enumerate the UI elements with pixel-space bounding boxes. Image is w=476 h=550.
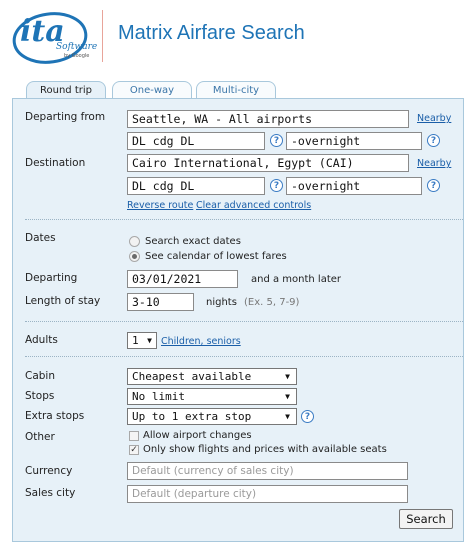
tab-one-way[interactable]: One-way <box>112 81 192 98</box>
ita-software-logo <box>12 8 102 66</box>
departing-routing-codes-input[interactable]: DL cdg DL <box>127 132 265 150</box>
departing-from-input[interactable]: Seattle, WA - All airports <box>127 110 409 128</box>
tab-round-trip[interactable]: Round trip <box>26 81 106 99</box>
dates-label: Dates <box>25 232 56 244</box>
search-button[interactable]: Search <box>399 509 453 529</box>
chevron-down-icon: ▼ <box>285 412 290 421</box>
search-exact-dates-radio[interactable] <box>129 236 140 247</box>
only-available-seats-label: Only show flights and prices with available seats <box>143 444 387 455</box>
extra-stops-help-icon[interactable]: ? <box>301 410 314 423</box>
section-divider <box>25 219 463 220</box>
adults-label: Adults <box>25 334 58 346</box>
destination-routing-codes-input[interactable]: DL cdg DL <box>127 177 265 195</box>
reverse-route-link[interactable]: Reverse route <box>127 200 194 211</box>
departing-date-suffix: and a month later <box>251 274 342 285</box>
logo-subtext: Software <box>56 42 98 52</box>
logo-text: ita <box>20 14 65 49</box>
stops-label: Stops <box>25 390 55 402</box>
cabin-select[interactable] <box>127 368 297 385</box>
chevron-down-icon: ▼ <box>285 392 290 401</box>
length-of-stay-hint: (Ex. 5, 7-9) <box>244 297 300 308</box>
calendar-lowest-fares-label: See calendar of lowest fares <box>145 251 287 262</box>
extension-help-icon[interactable]: ? <box>427 179 440 192</box>
sales-city-input[interactable]: Default (departure city) <box>127 485 408 503</box>
extra-stops-select-value: Up to 1 extra stop <box>132 410 252 423</box>
destination-nearby-link[interactable]: Nearby <box>417 158 452 169</box>
destination-extension-codes-input[interactable]: -overnight <box>286 177 422 195</box>
calendar-lowest-fares-radio[interactable] <box>129 251 140 262</box>
allow-airport-changes-label: Allow airport changes <box>143 430 252 441</box>
departing-date-input[interactable]: 03/01/2021 <box>127 270 238 288</box>
other-label: Other <box>25 431 55 443</box>
stops-select-value: No limit <box>132 390 185 403</box>
chevron-down-icon: ▼ <box>147 336 152 345</box>
currency-input[interactable]: Default (currency of sales city) <box>127 462 408 480</box>
extension-help-icon[interactable]: ? <box>427 134 440 147</box>
stops-select[interactable] <box>127 388 297 405</box>
logo-by-google: by Google <box>64 53 90 59</box>
length-of-stay-unit: nights <box>206 297 237 308</box>
page-title: Matrix Airfare Search <box>118 22 305 44</box>
header-divider <box>102 10 103 62</box>
departing-date-label: Departing <box>25 272 78 284</box>
clear-advanced-controls-link[interactable]: Clear advanced controls <box>196 200 312 211</box>
extra-stops-select[interactable] <box>127 408 297 425</box>
section-divider <box>25 321 463 322</box>
sales-city-label: Sales city <box>25 487 76 499</box>
section-divider <box>25 356 463 357</box>
departing-extension-codes-input[interactable]: -overnight <box>286 132 422 150</box>
cabin-select-value: Cheapest available <box>132 370 252 383</box>
currency-label: Currency <box>25 465 73 477</box>
children-seniors-link[interactable]: Children, seniors <box>161 336 241 347</box>
search-exact-dates-label: Search exact dates <box>145 236 241 247</box>
length-of-stay-label: Length of stay <box>25 295 101 307</box>
departing-from-label: Departing from <box>25 111 106 123</box>
tab-multi-city[interactable]: Multi-city <box>196 81 276 98</box>
chevron-down-icon: ▼ <box>285 372 290 381</box>
destination-input[interactable]: Cairo International, Egypt (CAI) <box>127 154 409 172</box>
cabin-label: Cabin <box>25 370 56 382</box>
length-of-stay-input[interactable]: 3-10 <box>127 293 194 311</box>
destination-label: Destination <box>25 157 86 169</box>
routing-help-icon[interactable]: ? <box>270 134 283 147</box>
allow-airport-changes-checkbox[interactable] <box>129 431 139 441</box>
search-form-panel <box>12 98 464 542</box>
adults-select[interactable] <box>127 332 157 349</box>
adults-select-value: 1 <box>132 334 139 347</box>
routing-help-icon[interactable]: ? <box>270 179 283 192</box>
departing-nearby-link[interactable]: Nearby <box>417 113 452 124</box>
extra-stops-label: Extra stops <box>25 410 85 422</box>
only-available-seats-checkbox[interactable]: ✓ <box>130 445 138 455</box>
